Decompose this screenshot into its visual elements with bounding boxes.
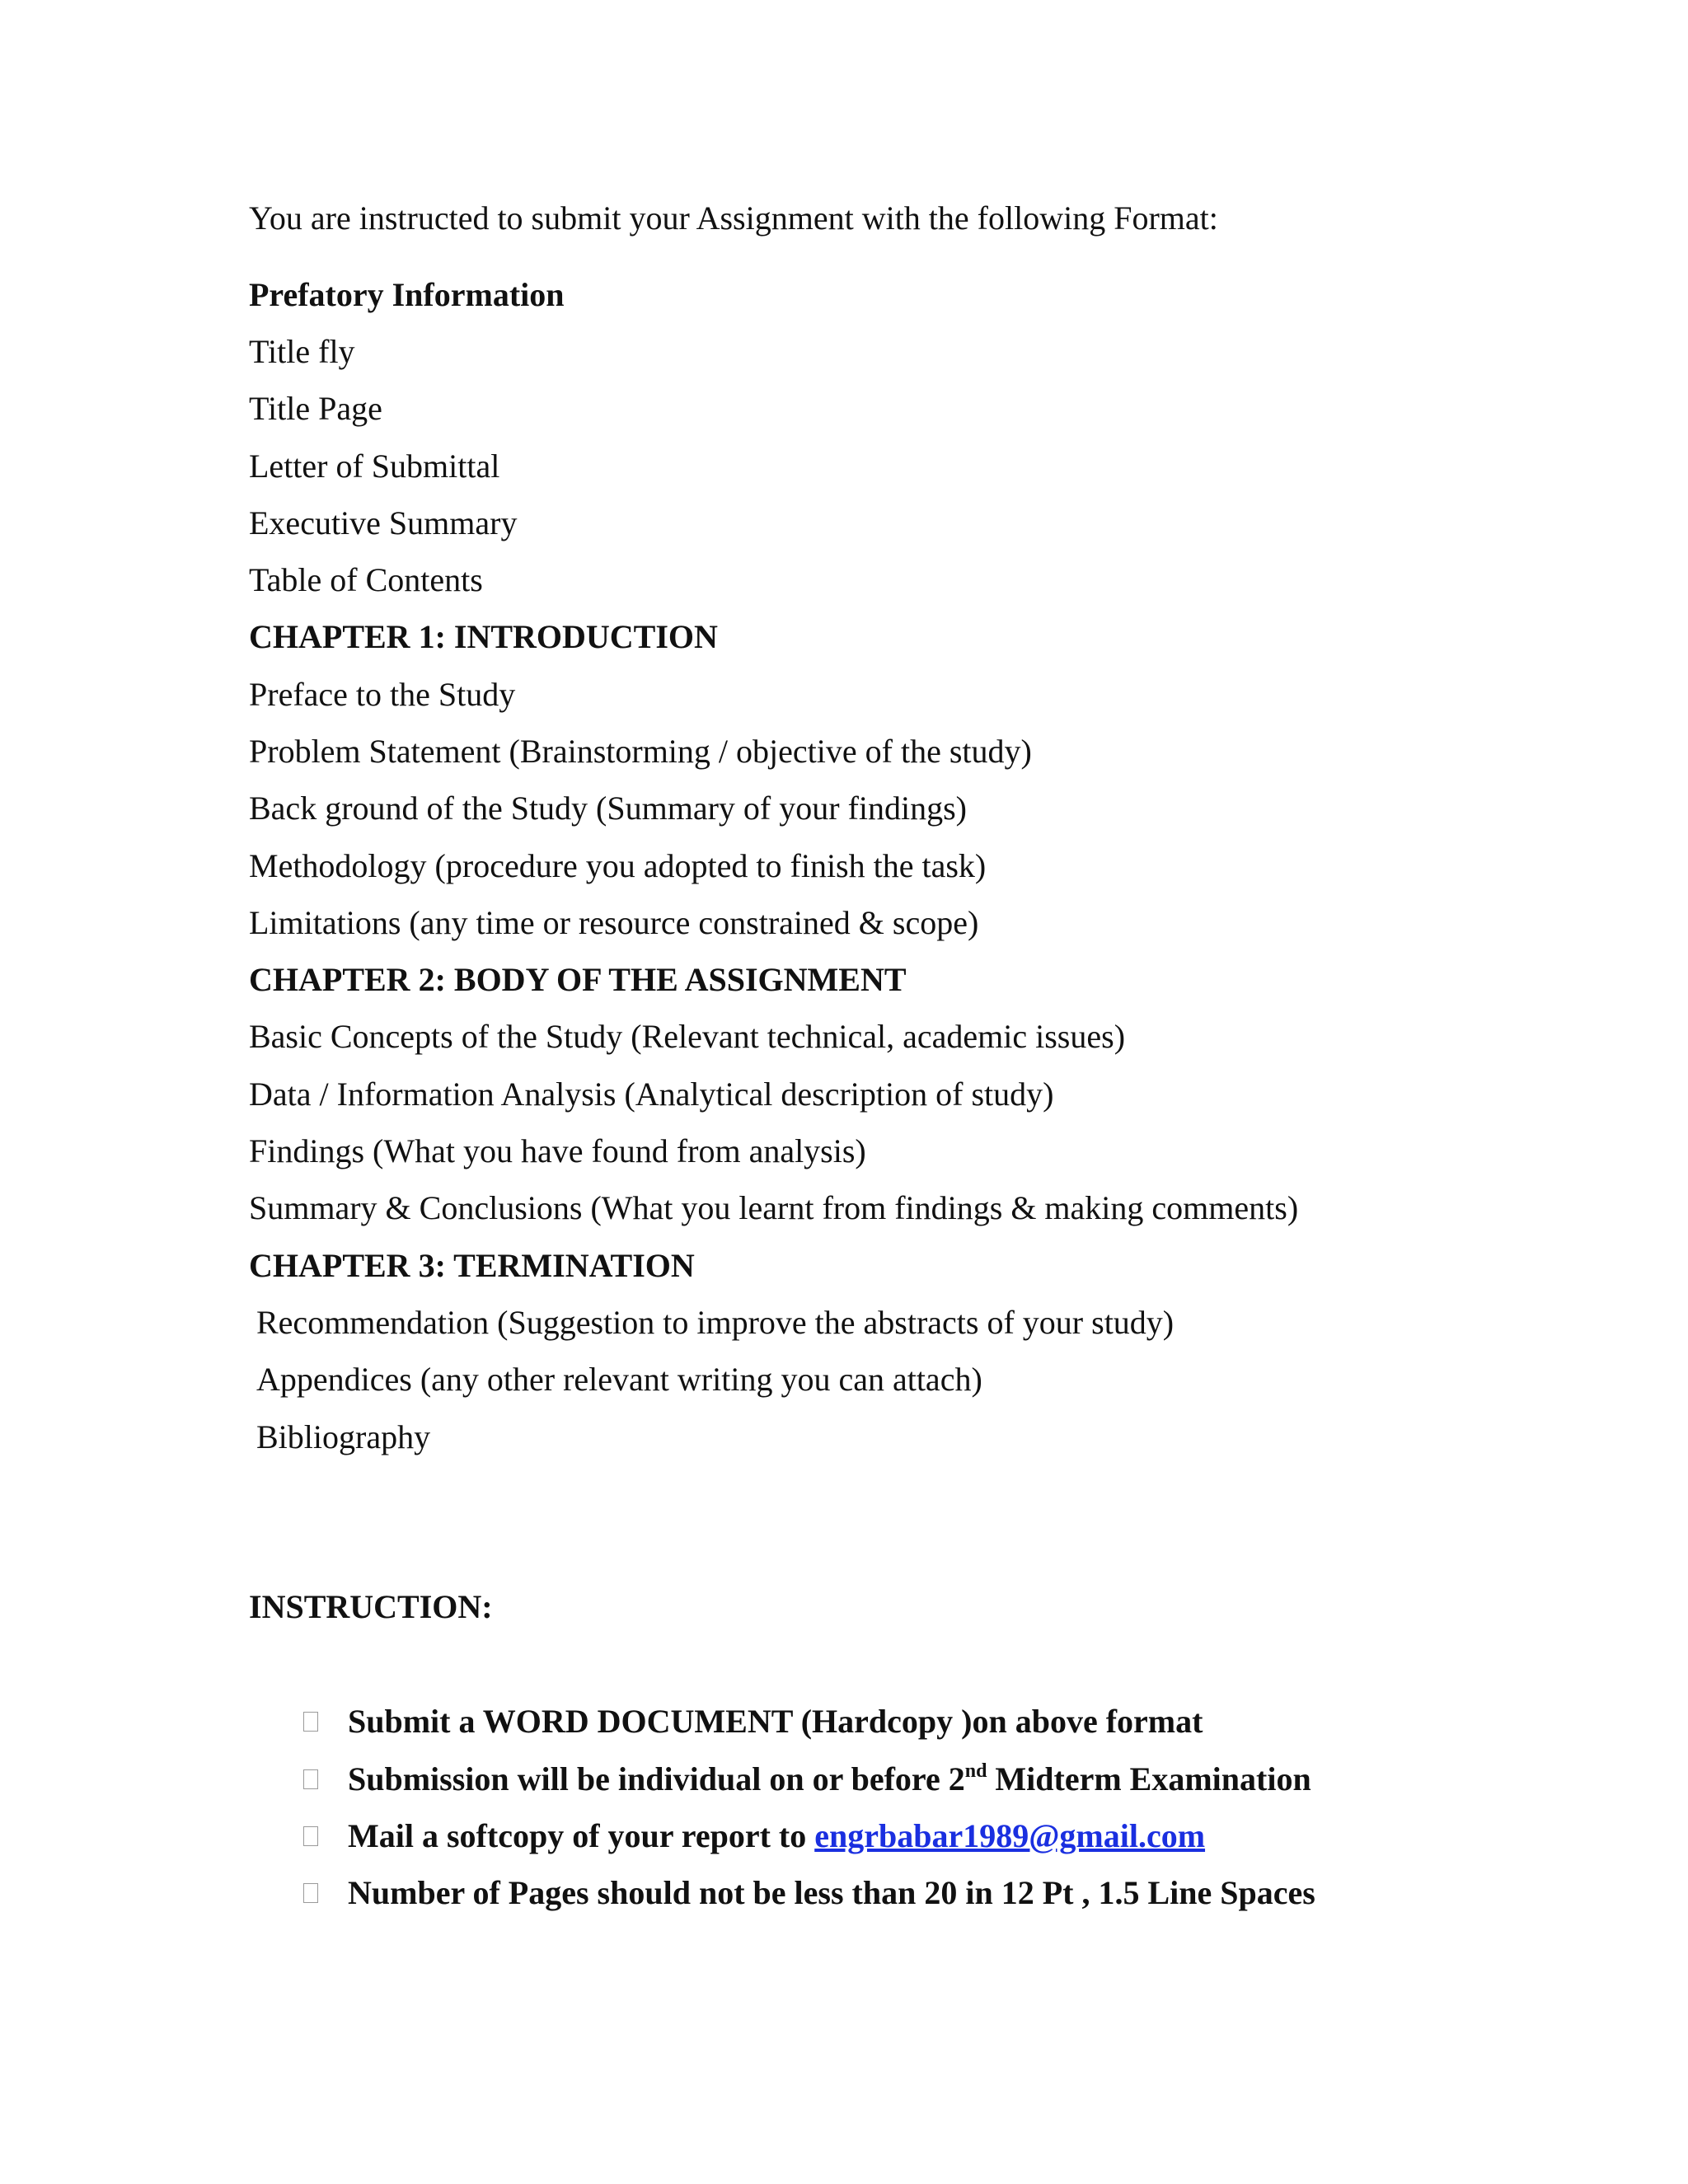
bullet-box-icon [303, 1769, 318, 1789]
list-item: Data / Information Analysis (Analytical description of study) [249, 1076, 1054, 1113]
instruction-heading: INSTRUCTION: [249, 1588, 493, 1625]
list-item: Preface to the Study [249, 676, 516, 713]
chapter2-heading: CHAPTER 2: BODY OF THE ASSIGNMENT [249, 961, 907, 998]
list-item: Letter of Submittal [249, 448, 500, 485]
intro-text: You are instructed to submit your Assignment with the following Format: [249, 199, 1218, 237]
deadline-text: Submission will be individual on or before 2 [348, 1760, 965, 1797]
list-item: Summary & Conclusions (What you learnt from findings & making comments) [249, 1189, 1299, 1226]
list-item: Problem Statement (Brainstorming / objective of the study) [249, 733, 1032, 770]
list-item: Back ground of the Study (Summary of your findings) [249, 790, 967, 827]
mail-text: Mail a softcopy of your report to [348, 1817, 815, 1854]
list-item: Basic Concepts of the Study (Relevant technical, academic issues) [249, 1018, 1126, 1055]
bullet-box-icon [303, 1712, 318, 1732]
list-item: Methodology (procedure you adopted to finish the task) [249, 847, 987, 884]
list-item: Table of Contents [249, 561, 483, 598]
instruction-item-format: Submit a WORD DOCUMENT (Hardcopy )on above format [348, 1703, 1203, 1740]
list-item: Limitations (any time or resource constrained & scope) [249, 904, 979, 941]
ordinal-suffix: nd [964, 1760, 987, 1782]
prefatory-heading: Prefatory Information [249, 276, 565, 313]
list-item: Bibliography [256, 1418, 431, 1455]
bullet-box-icon [303, 1883, 318, 1903]
instruction-item-pages: Number of Pages should not be less than 20 in 12 Pt , 1.5 Line Spaces [348, 1874, 1315, 1911]
list-item: Executive Summary [249, 504, 518, 541]
bullet-box-icon [303, 1826, 318, 1846]
chapter3-heading: CHAPTER 3: TERMINATION [249, 1247, 695, 1284]
list-item: Title fly [249, 333, 355, 370]
instruction-item-deadline [348, 1760, 1311, 1799]
chapter1-heading: CHAPTER 1: INTRODUCTION [249, 618, 718, 655]
instruction-item-mail [348, 1816, 1205, 1856]
list-item: Findings (What you have found from analysis) [249, 1132, 866, 1169]
deadline-exam: Midterm Examination [987, 1760, 1311, 1797]
email-link[interactable]: engrbabar1989@gmail.com [814, 1817, 1206, 1854]
list-item: Recommendation (Suggestion to improve the abstracts of your study) [256, 1304, 1175, 1341]
list-item: Title Page [249, 390, 382, 427]
list-item: Appendices (any other relevant writing you can attach) [256, 1361, 982, 1398]
